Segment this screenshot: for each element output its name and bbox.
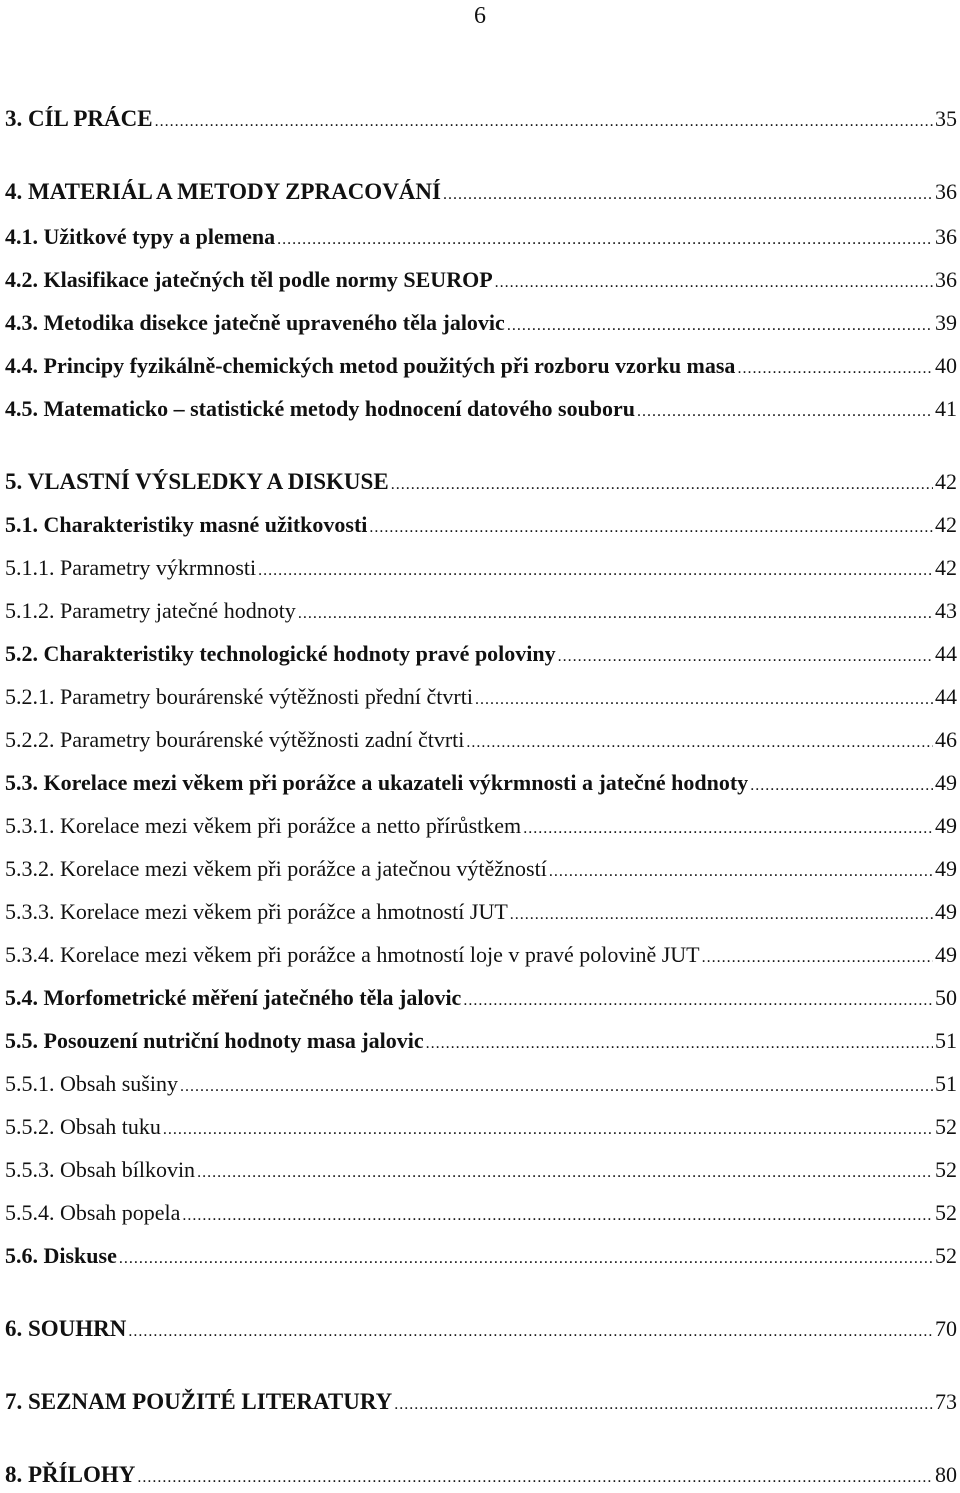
- toc-entry[interactable]: [5, 983, 957, 1013]
- toc-entry-label: 6. SOUHRN: [5, 1316, 127, 1341]
- toc-entry-page: 52: [935, 1243, 957, 1268]
- toc-dot-leader: [277, 225, 933, 255]
- toc-entry-page: 44: [935, 684, 957, 709]
- toc-entry-label: 5.6. Diskuse: [5, 1243, 117, 1268]
- toc-dot-leader: [523, 814, 933, 844]
- toc-entry-label: 4.3. Metodika disekce jatečně upraveného těla jalovic: [5, 310, 505, 335]
- toc-dot-leader: [549, 857, 933, 887]
- toc-entry-label: 4.5. Matematicko – statistické metody hodnocení datového souboru: [5, 396, 636, 421]
- toc-entry-page: 35: [935, 106, 957, 131]
- toc-entry-label: 8. PŘÍLOHY: [5, 1462, 136, 1487]
- toc-entry-label: 5.2. Charakteristiky technologické hodnoty pravé poloviny: [5, 641, 556, 666]
- toc-entry-label: 5.3.2. Korelace mezi věkem při porážce a jatečnou výtěžností: [5, 856, 547, 881]
- toc-dot-leader: [197, 1158, 933, 1188]
- toc-entry[interactable]: [5, 596, 957, 626]
- toc-entry-label: 5.1.1. Parametry výkrmnosti: [5, 555, 257, 580]
- toc-entry-label: 5.1.2. Parametry jatečné hodnoty: [5, 598, 296, 623]
- toc-dot-leader: [182, 1201, 933, 1231]
- toc-entry[interactable]: [5, 682, 957, 712]
- toc-entry-label: 7. SEZNAM POUŽITÉ LITERATURY: [5, 1389, 393, 1414]
- toc-dot-leader: [163, 1115, 933, 1145]
- toc-entry[interactable]: [5, 467, 957, 497]
- toc-dot-leader: [443, 180, 933, 210]
- toc-entry[interactable]: [5, 351, 957, 381]
- toc-dot-leader: [558, 642, 933, 672]
- toc-entry-page: 52: [935, 1157, 957, 1182]
- toc-entry-label: 5.1. Charakteristiky masné užitkovosti: [5, 512, 368, 537]
- toc-entry-page: 41: [935, 396, 957, 421]
- toc-entry-page: 39: [935, 310, 957, 335]
- toc-entry-label: 5.3. Korelace mezi věkem při porážce a ukazateli výkrmnosti a jatečné hodnoty: [5, 770, 749, 795]
- toc-dot-leader: [466, 728, 933, 758]
- toc-entry[interactable]: [5, 1198, 957, 1228]
- toc-entry[interactable]: [5, 308, 957, 338]
- toc-dot-leader: [369, 513, 933, 543]
- toc-entry-label: 4.1. Užitkové typy a plemena: [5, 224, 276, 249]
- toc-entry-page: 52: [935, 1114, 957, 1139]
- toc-dot-leader: [507, 311, 933, 341]
- toc-dot-leader: [495, 268, 933, 298]
- toc-entry[interactable]: [5, 553, 957, 583]
- toc-entry-label: 5.2.2. Parametry bourárenské výtěžnosti zadní čtvrti: [5, 727, 465, 752]
- toc-dot-leader: [750, 771, 933, 801]
- toc-entry[interactable]: [5, 222, 957, 252]
- toc-entry[interactable]: [5, 510, 957, 540]
- toc-entry[interactable]: [5, 394, 957, 424]
- toc-entry-label: 5.5.1. Obsah sušiny: [5, 1071, 178, 1096]
- toc-entry-page: 49: [935, 770, 957, 795]
- toc-entry[interactable]: [5, 1155, 957, 1185]
- toc-entry-label: 5.3.1. Korelace mezi věkem při porážce a netto přírůstkem: [5, 813, 522, 838]
- toc-dot-leader: [180, 1072, 933, 1102]
- toc-entry-page: 80: [935, 1462, 957, 1487]
- toc-entry-page: 73: [935, 1389, 957, 1414]
- toc-entry[interactable]: [5, 177, 957, 207]
- toc-entry-page: 52: [935, 1200, 957, 1225]
- toc-dot-leader: [637, 397, 933, 427]
- toc-entry-page: 36: [935, 224, 957, 249]
- toc-entry-label: 5.4. Morfometrické měření jatečného těla jalovic: [5, 985, 462, 1010]
- toc-entry-label: 5.3.4. Korelace mezi věkem při porážce a hmotností loje v pravé polovině JUT: [5, 942, 700, 967]
- toc-entry-label: 3. CÍL PRÁCE: [5, 106, 153, 131]
- toc-entry-label: 5. VLASTNÍ VÝSLEDKY A DISKUSE: [5, 469, 389, 494]
- toc-dot-leader: [128, 1317, 933, 1347]
- toc-entry-label: 4.4. Principy fyzikálně-chemických metod použitých při rozboru vzorku masa: [5, 353, 736, 378]
- toc-entry-page: 49: [935, 813, 957, 838]
- toc-entry-page: 51: [935, 1028, 957, 1053]
- toc-dot-leader: [155, 107, 933, 137]
- toc-entry-page: 43: [935, 598, 957, 623]
- toc-dot-leader: [258, 556, 933, 586]
- toc-entry-page: 49: [935, 899, 957, 924]
- toc-entry-label: 5.5. Posouzení nutriční hodnoty masa jalovic: [5, 1028, 424, 1053]
- toc-dot-leader: [475, 685, 933, 715]
- toc-entry[interactable]: [5, 1112, 957, 1142]
- toc-entry[interactable]: [5, 1387, 957, 1417]
- toc-entry[interactable]: [5, 1314, 957, 1344]
- toc-entry-page: 42: [935, 512, 957, 537]
- toc-dot-leader: [137, 1463, 933, 1493]
- page-number: 6: [474, 3, 486, 29]
- toc-entry-page: 40: [935, 353, 957, 378]
- toc-entry-label: 5.5.4. Obsah popela: [5, 1200, 181, 1225]
- toc-dot-leader: [119, 1244, 933, 1274]
- toc-entry[interactable]: [5, 104, 957, 134]
- toc-entry[interactable]: [5, 1069, 957, 1099]
- toc-entry-page: 49: [935, 856, 957, 881]
- toc-entry-label: 5.2.1. Parametry bourárenské výtěžnosti přední čtvrti: [5, 684, 473, 709]
- toc-entry-label: 4. MATERIÁL A METODY ZPRACOVÁNÍ: [5, 179, 441, 204]
- toc-dot-leader: [394, 1390, 933, 1420]
- toc-entry-label: 4.2. Klasifikace jatečných těl podle normy SEUROP: [5, 267, 493, 292]
- toc-entry-page: 51: [935, 1071, 957, 1096]
- toc-entry-page: 42: [935, 555, 957, 580]
- toc-entry[interactable]: [5, 811, 957, 841]
- toc-entry-label: 5.3.3. Korelace mezi věkem při porážce a hmotností JUT: [5, 899, 508, 924]
- toc-entry[interactable]: [5, 1026, 957, 1056]
- toc-dot-leader: [426, 1029, 933, 1059]
- toc-entry[interactable]: [5, 1241, 957, 1271]
- toc-dot-leader: [298, 599, 933, 629]
- toc-dot-leader: [737, 354, 933, 384]
- toc-entry-page: 42: [935, 469, 957, 494]
- toc-entry[interactable]: [5, 897, 957, 927]
- toc-entry-label: 5.5.2. Obsah tuku: [5, 1114, 161, 1139]
- toc-entry-page: 36: [935, 179, 957, 204]
- toc-entry[interactable]: [5, 725, 957, 755]
- toc-entry-page: 44: [935, 641, 957, 666]
- toc-entry-page: 46: [935, 727, 957, 752]
- toc-dot-leader: [702, 943, 933, 973]
- toc-entry[interactable]: [5, 940, 957, 970]
- toc-entry[interactable]: [5, 768, 957, 798]
- toc-entry-page: 70: [935, 1316, 957, 1341]
- toc-dot-leader: [391, 470, 933, 500]
- toc-entry-label: 5.5.3. Obsah bílkovin: [5, 1157, 196, 1182]
- toc-entry[interactable]: [5, 265, 957, 295]
- toc-dot-leader: [510, 900, 933, 930]
- toc-dot-leader: [463, 986, 933, 1016]
- toc-entry[interactable]: [5, 639, 957, 669]
- toc-entry-page: 50: [935, 985, 957, 1010]
- toc-entry[interactable]: [5, 854, 957, 884]
- toc-entry-page: 49: [935, 942, 957, 967]
- toc-entry-page: 36: [935, 267, 957, 292]
